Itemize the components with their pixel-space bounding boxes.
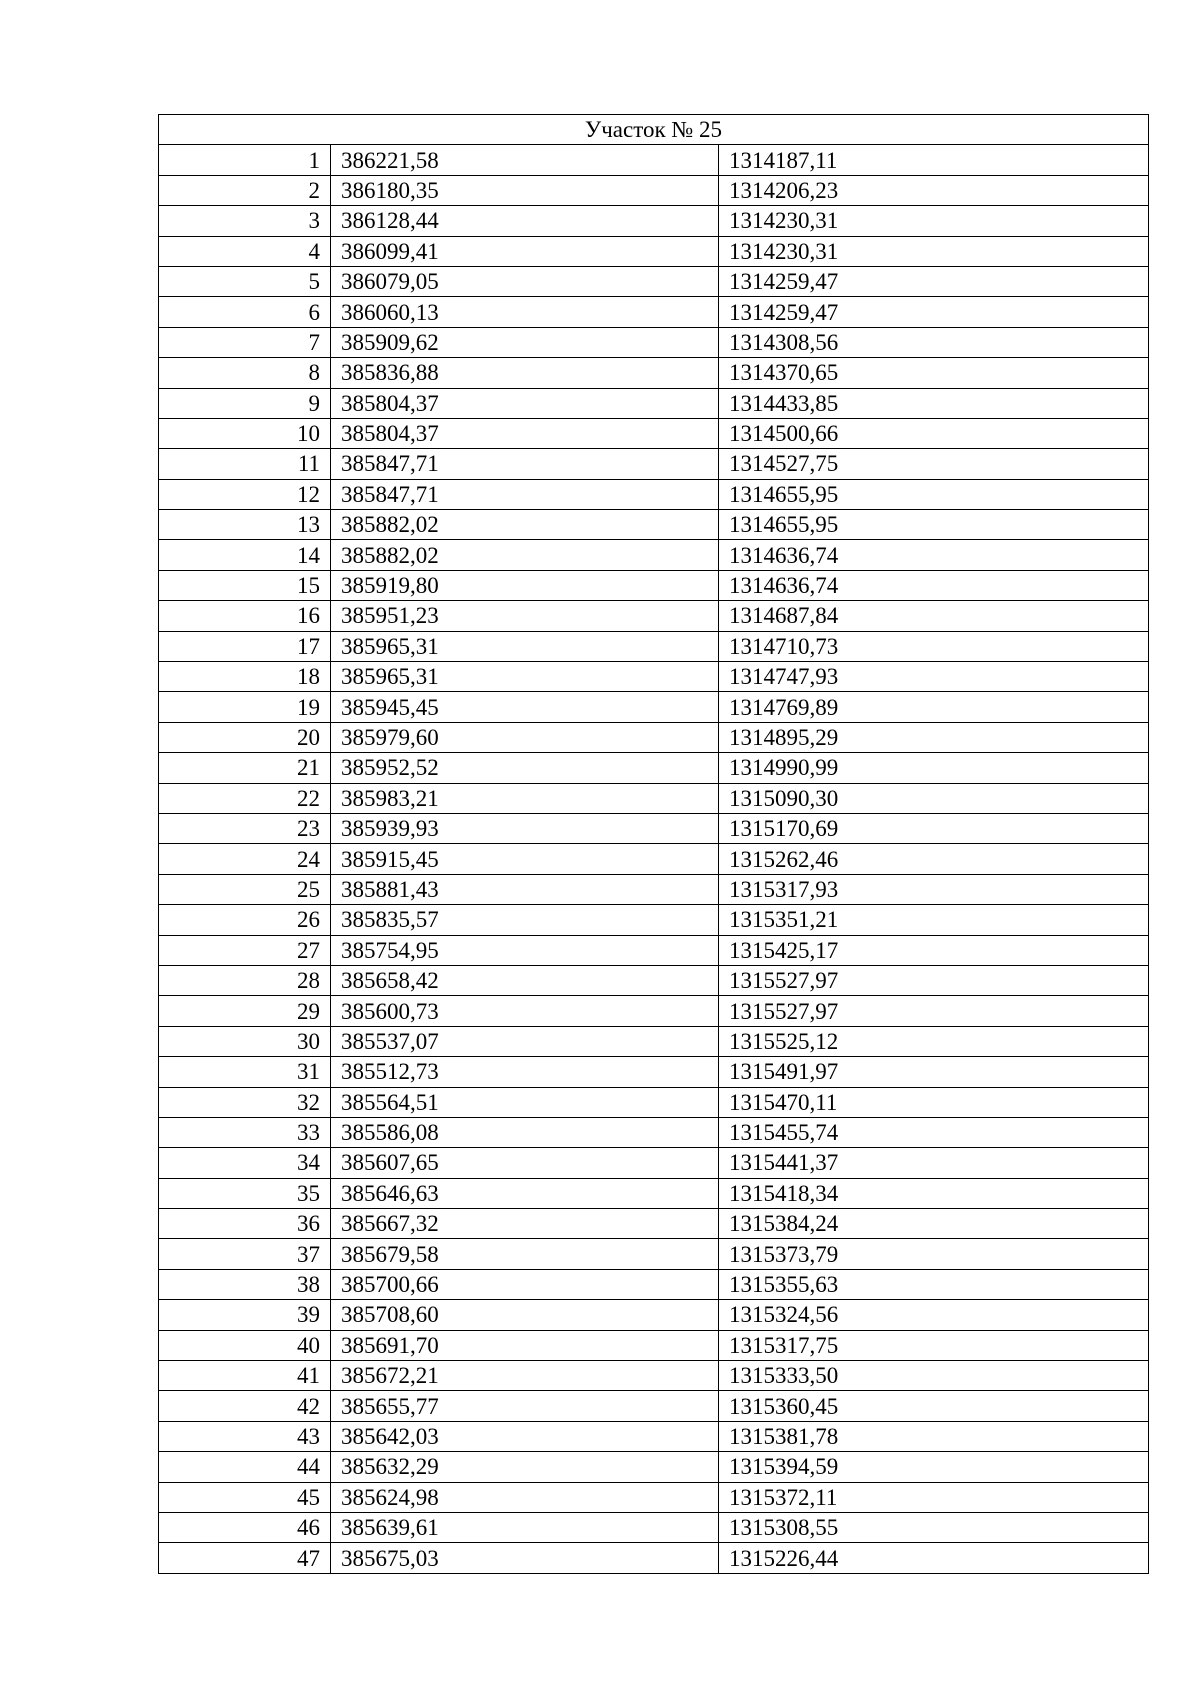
coordinate-x: 385881,43 bbox=[331, 874, 719, 904]
coordinate-x: 385919,80 bbox=[331, 570, 719, 600]
coordinate-y: 1314769,89 bbox=[719, 692, 1149, 722]
table-row bbox=[159, 1482, 1149, 1512]
point-number: 21 bbox=[159, 753, 331, 783]
coordinate-x: 385939,93 bbox=[331, 813, 719, 843]
point-number: 32 bbox=[159, 1087, 331, 1117]
point-number: 29 bbox=[159, 996, 331, 1026]
coordinate-x: 385646,63 bbox=[331, 1178, 719, 1208]
point-number: 17 bbox=[159, 631, 331, 661]
coordinate-y: 1315355,63 bbox=[719, 1269, 1149, 1299]
table-row bbox=[159, 874, 1149, 904]
coordinate-x: 386099,41 bbox=[331, 236, 719, 266]
coordinate-y: 1314308,56 bbox=[719, 327, 1149, 357]
coordinate-x: 385658,42 bbox=[331, 965, 719, 995]
coordinate-y: 1314747,93 bbox=[719, 662, 1149, 692]
coordinate-y: 1314500,66 bbox=[719, 418, 1149, 448]
table-row bbox=[159, 905, 1149, 935]
point-number: 35 bbox=[159, 1178, 331, 1208]
coordinate-x: 385655,77 bbox=[331, 1391, 719, 1421]
coordinate-y: 1314655,95 bbox=[719, 479, 1149, 509]
coordinate-y: 1314259,47 bbox=[719, 297, 1149, 327]
table-row bbox=[159, 1512, 1149, 1542]
coordinate-x: 385836,88 bbox=[331, 358, 719, 388]
table-row bbox=[159, 813, 1149, 843]
coordinate-x: 385691,70 bbox=[331, 1330, 719, 1360]
table-row bbox=[159, 418, 1149, 448]
coordinate-x: 385564,51 bbox=[331, 1087, 719, 1117]
coordinate-y: 1315527,97 bbox=[719, 996, 1149, 1026]
point-number: 36 bbox=[159, 1209, 331, 1239]
coordinate-x: 385512,73 bbox=[331, 1057, 719, 1087]
table-row bbox=[159, 662, 1149, 692]
point-number: 10 bbox=[159, 418, 331, 448]
point-number: 14 bbox=[159, 540, 331, 570]
coordinate-y: 1315373,79 bbox=[719, 1239, 1149, 1269]
table-row bbox=[159, 1148, 1149, 1178]
point-number: 39 bbox=[159, 1300, 331, 1330]
point-number: 42 bbox=[159, 1391, 331, 1421]
point-number: 5 bbox=[159, 266, 331, 296]
coordinate-x: 385882,02 bbox=[331, 510, 719, 540]
point-number: 37 bbox=[159, 1239, 331, 1269]
coordinate-x: 385847,71 bbox=[331, 479, 719, 509]
coordinate-y: 1314636,74 bbox=[719, 570, 1149, 600]
point-number: 25 bbox=[159, 874, 331, 904]
coordinate-x: 385675,03 bbox=[331, 1543, 719, 1573]
coordinate-x: 385632,29 bbox=[331, 1452, 719, 1482]
coordinate-y: 1315455,74 bbox=[719, 1117, 1149, 1147]
coordinate-x: 386079,05 bbox=[331, 266, 719, 296]
point-number: 8 bbox=[159, 358, 331, 388]
coordinate-x: 385965,31 bbox=[331, 662, 719, 692]
coordinate-y: 1315527,97 bbox=[719, 965, 1149, 995]
table-row bbox=[159, 692, 1149, 722]
coordinate-x: 386060,13 bbox=[331, 297, 719, 327]
table-row bbox=[159, 722, 1149, 752]
point-number: 22 bbox=[159, 783, 331, 813]
point-number: 43 bbox=[159, 1421, 331, 1451]
point-number: 18 bbox=[159, 662, 331, 692]
table-row bbox=[159, 388, 1149, 418]
coordinate-x: 385952,52 bbox=[331, 753, 719, 783]
point-number: 30 bbox=[159, 1026, 331, 1056]
coordinate-y: 1314230,31 bbox=[719, 206, 1149, 236]
table-row bbox=[159, 1543, 1149, 1573]
coordinate-y: 1315525,12 bbox=[719, 1026, 1149, 1056]
coordinate-y: 1315262,46 bbox=[719, 844, 1149, 874]
table-row bbox=[159, 1361, 1149, 1391]
table-row bbox=[159, 1117, 1149, 1147]
table-row bbox=[159, 1087, 1149, 1117]
point-number: 13 bbox=[159, 510, 331, 540]
table-row bbox=[159, 479, 1149, 509]
coordinate-x: 385586,08 bbox=[331, 1117, 719, 1147]
coordinate-y: 1315394,59 bbox=[719, 1452, 1149, 1482]
coordinate-y: 1315381,78 bbox=[719, 1421, 1149, 1451]
coordinate-x: 386180,35 bbox=[331, 175, 719, 205]
table-row bbox=[159, 935, 1149, 965]
table-row bbox=[159, 358, 1149, 388]
coordinate-y: 1315308,55 bbox=[719, 1512, 1149, 1542]
table-row bbox=[159, 510, 1149, 540]
point-number: 28 bbox=[159, 965, 331, 995]
table-row bbox=[159, 1026, 1149, 1056]
point-number: 9 bbox=[159, 388, 331, 418]
table-row bbox=[159, 631, 1149, 661]
coordinate-y: 1314990,99 bbox=[719, 753, 1149, 783]
table-row bbox=[159, 1300, 1149, 1330]
coordinate-y: 1315351,21 bbox=[719, 905, 1149, 935]
table-row bbox=[159, 236, 1149, 266]
coordinate-y: 1314655,95 bbox=[719, 510, 1149, 540]
coordinate-y: 1314527,75 bbox=[719, 449, 1149, 479]
point-number: 2 bbox=[159, 175, 331, 205]
coordinate-y: 1314895,29 bbox=[719, 722, 1149, 752]
coordinate-x: 385909,62 bbox=[331, 327, 719, 357]
coordinate-x: 385624,98 bbox=[331, 1482, 719, 1512]
point-number: 19 bbox=[159, 692, 331, 722]
coordinate-y: 1315418,34 bbox=[719, 1178, 1149, 1208]
coordinate-y: 1315170,69 bbox=[719, 813, 1149, 843]
point-number: 41 bbox=[159, 1361, 331, 1391]
table-row bbox=[159, 540, 1149, 570]
coordinate-y: 1315425,17 bbox=[719, 935, 1149, 965]
point-number: 31 bbox=[159, 1057, 331, 1087]
table-row bbox=[159, 570, 1149, 600]
point-number: 12 bbox=[159, 479, 331, 509]
point-number: 27 bbox=[159, 935, 331, 965]
point-number: 15 bbox=[159, 570, 331, 600]
table-row bbox=[159, 1391, 1149, 1421]
point-number: 38 bbox=[159, 1269, 331, 1299]
table-row bbox=[159, 1057, 1149, 1087]
coordinate-x: 385639,61 bbox=[331, 1512, 719, 1542]
coordinate-x: 385708,60 bbox=[331, 1300, 719, 1330]
point-number: 11 bbox=[159, 449, 331, 479]
table-row bbox=[159, 1452, 1149, 1482]
coordinate-y: 1314259,47 bbox=[719, 266, 1149, 296]
coordinate-y: 1315333,50 bbox=[719, 1361, 1149, 1391]
coordinate-y: 1314187,11 bbox=[719, 145, 1149, 175]
coordinate-x: 386221,58 bbox=[331, 145, 719, 175]
table-row bbox=[159, 449, 1149, 479]
point-number: 1 bbox=[159, 145, 331, 175]
coordinate-x: 385804,37 bbox=[331, 418, 719, 448]
coordinate-y: 1314433,85 bbox=[719, 388, 1149, 418]
table-row bbox=[159, 844, 1149, 874]
table-row bbox=[159, 327, 1149, 357]
coordinate-x: 385537,07 bbox=[331, 1026, 719, 1056]
table-row bbox=[159, 1209, 1149, 1239]
coordinate-x: 385835,57 bbox=[331, 905, 719, 935]
point-number: 34 bbox=[159, 1148, 331, 1178]
coordinate-y: 1315090,30 bbox=[719, 783, 1149, 813]
table-row bbox=[159, 1269, 1149, 1299]
coordinate-x: 385847,71 bbox=[331, 449, 719, 479]
coordinate-x: 385672,21 bbox=[331, 1361, 719, 1391]
coordinate-x: 385679,58 bbox=[331, 1239, 719, 1269]
coordinate-x: 385754,95 bbox=[331, 935, 719, 965]
coordinate-y: 1314206,23 bbox=[719, 175, 1149, 205]
table-row bbox=[159, 601, 1149, 631]
coordinate-x: 385882,02 bbox=[331, 540, 719, 570]
coordinate-y: 1315324,56 bbox=[719, 1300, 1149, 1330]
point-number: 6 bbox=[159, 297, 331, 327]
coordinate-x: 385979,60 bbox=[331, 722, 719, 752]
point-number: 7 bbox=[159, 327, 331, 357]
table-row bbox=[159, 1239, 1149, 1269]
coordinates-table-body bbox=[159, 115, 1149, 1574]
coordinate-y: 1314636,74 bbox=[719, 540, 1149, 570]
coordinate-x: 385804,37 bbox=[331, 388, 719, 418]
coordinate-x: 385983,21 bbox=[331, 783, 719, 813]
coordinate-y: 1315317,75 bbox=[719, 1330, 1149, 1360]
coordinate-y: 1315372,11 bbox=[719, 1482, 1149, 1512]
coordinate-x: 385607,65 bbox=[331, 1148, 719, 1178]
coordinate-y: 1315226,44 bbox=[719, 1543, 1149, 1573]
point-number: 26 bbox=[159, 905, 331, 935]
coordinate-y: 1315441,37 bbox=[719, 1148, 1149, 1178]
coordinate-y: 1315470,11 bbox=[719, 1087, 1149, 1117]
coordinate-y: 1314230,31 bbox=[719, 236, 1149, 266]
table-row bbox=[159, 965, 1149, 995]
table-row bbox=[159, 783, 1149, 813]
coordinate-x: 385951,23 bbox=[331, 601, 719, 631]
point-number: 24 bbox=[159, 844, 331, 874]
coordinate-x: 385700,66 bbox=[331, 1269, 719, 1299]
coordinate-x: 385667,32 bbox=[331, 1209, 719, 1239]
plot-title: Участок № 25 bbox=[159, 115, 1149, 145]
table-row bbox=[159, 1421, 1149, 1451]
point-number: 16 bbox=[159, 601, 331, 631]
table-row bbox=[159, 206, 1149, 236]
coordinate-x: 385965,31 bbox=[331, 631, 719, 661]
point-number: 33 bbox=[159, 1117, 331, 1147]
table-row bbox=[159, 753, 1149, 783]
point-number: 45 bbox=[159, 1482, 331, 1512]
coordinate-x: 385600,73 bbox=[331, 996, 719, 1026]
coordinate-x: 385915,45 bbox=[331, 844, 719, 874]
point-number: 47 bbox=[159, 1543, 331, 1573]
point-number: 20 bbox=[159, 722, 331, 752]
table-row bbox=[159, 297, 1149, 327]
table-row bbox=[159, 1178, 1149, 1208]
coordinate-x: 385642,03 bbox=[331, 1421, 719, 1451]
coordinate-x: 385945,45 bbox=[331, 692, 719, 722]
coordinate-y: 1315317,93 bbox=[719, 874, 1149, 904]
table-row bbox=[159, 145, 1149, 175]
point-number: 44 bbox=[159, 1452, 331, 1482]
coordinate-y: 1314710,73 bbox=[719, 631, 1149, 661]
table-row bbox=[159, 266, 1149, 296]
point-number: 40 bbox=[159, 1330, 331, 1360]
point-number: 23 bbox=[159, 813, 331, 843]
coordinates-table bbox=[158, 114, 1149, 1574]
coordinate-x: 386128,44 bbox=[331, 206, 719, 236]
coordinate-y: 1315360,45 bbox=[719, 1391, 1149, 1421]
point-number: 4 bbox=[159, 236, 331, 266]
table-row bbox=[159, 1330, 1149, 1360]
coordinate-y: 1315384,24 bbox=[719, 1209, 1149, 1239]
point-number: 46 bbox=[159, 1512, 331, 1542]
coordinate-y: 1314687,84 bbox=[719, 601, 1149, 631]
coordinate-y: 1314370,65 bbox=[719, 358, 1149, 388]
coordinates-sheet bbox=[158, 114, 1148, 1574]
coordinate-y: 1315491,97 bbox=[719, 1057, 1149, 1087]
table-row bbox=[159, 175, 1149, 205]
table-row bbox=[159, 996, 1149, 1026]
point-number: 3 bbox=[159, 206, 331, 236]
table-title-row bbox=[159, 115, 1149, 145]
